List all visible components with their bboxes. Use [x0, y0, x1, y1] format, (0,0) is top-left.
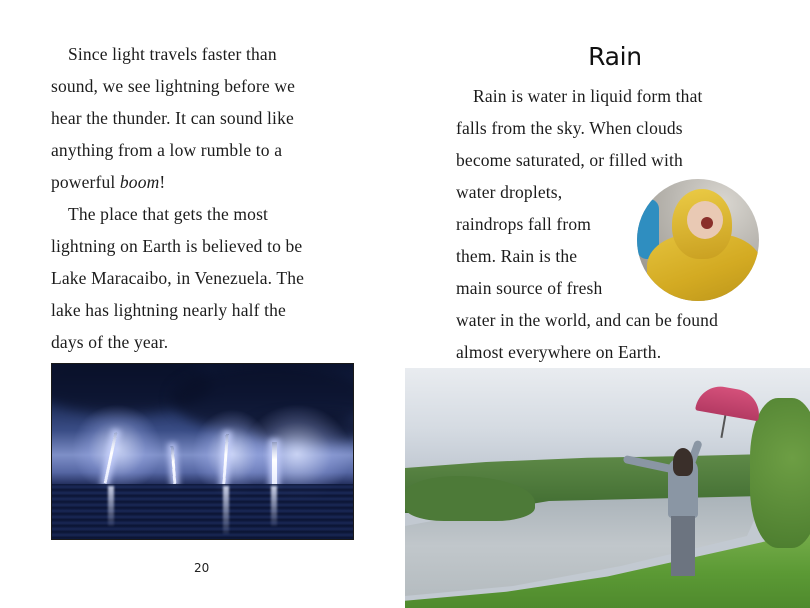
text-line: The place that gets the most: [68, 204, 269, 224]
text-line: [51, 166, 351, 198]
umbrella: [695, 383, 763, 422]
child-in-raincoat-photo: [637, 179, 759, 301]
page-number: 20: [194, 561, 210, 575]
lake-water: [52, 484, 353, 539]
text-fragment: !: [159, 172, 166, 192]
text-line: water droplets,: [456, 182, 563, 202]
lightning-bolt: [272, 442, 277, 486]
text-line: raindrops fall from: [456, 214, 592, 234]
umbrella-landscape-photo: [405, 368, 810, 608]
text-line: falls from the sky. When clouds: [456, 118, 683, 138]
text-line: become saturated, or filled with: [456, 150, 683, 170]
text-line: Lake Maracaibo, in Venezuela. The: [51, 268, 305, 288]
text-line: lightning on Earth is believed to be: [51, 236, 303, 256]
lightning-bolt: [171, 446, 177, 484]
text-line: them. Rain is the: [456, 246, 578, 266]
lightning-photo: [51, 363, 354, 540]
text-line: lake has lightning nearly half the: [51, 300, 286, 320]
section-heading: Rain: [588, 42, 642, 71]
emphasis-word: boom: [119, 172, 160, 192]
text-line: almost everywhere on Earth.: [456, 342, 662, 362]
text-line: sound, we see lightning before we: [51, 76, 296, 96]
text-line: days of the year.: [51, 332, 169, 352]
left-page-text: [51, 38, 351, 358]
text-line: water in the world, and can be found: [456, 310, 718, 330]
text-line: anything from a low rumble to a: [51, 140, 283, 160]
text-line: main source of fresh: [456, 278, 603, 298]
text-line: Rain is water in liquid form that: [473, 86, 703, 106]
text-line: hear the thunder. It can sound like: [51, 108, 294, 128]
text-fragment: powerful: [51, 172, 120, 192]
text-line: Since light travels faster than: [68, 44, 277, 64]
